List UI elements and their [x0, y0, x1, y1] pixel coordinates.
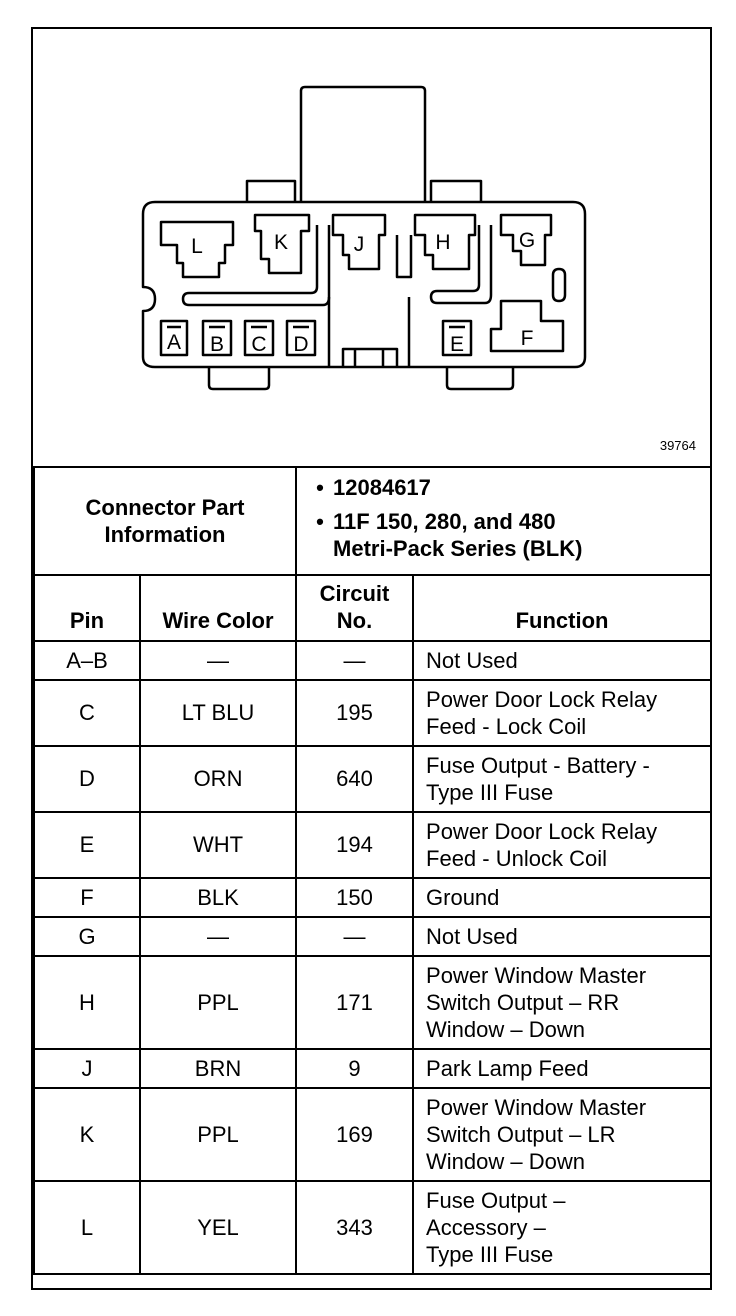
- channel-bridge: [343, 349, 397, 367]
- table-row: [34, 1049, 711, 1088]
- pin-cell: L: [34, 1181, 140, 1274]
- wire-color-cell: ORN: [140, 746, 296, 812]
- pin-label-l: L: [191, 235, 203, 258]
- function-cell: [413, 1181, 711, 1274]
- function-line: Fuse Output –: [426, 1188, 566, 1213]
- connector-part-list: [296, 467, 711, 575]
- table-row: [34, 917, 711, 956]
- function-line: Not Used: [426, 924, 518, 949]
- pin-label-g: G: [518, 229, 536, 252]
- header-function: Function: [413, 575, 711, 641]
- function-cell: [413, 917, 711, 956]
- table-row: [34, 1181, 711, 1274]
- circuit-cell: 169: [296, 1088, 413, 1181]
- pin-j-slot: [397, 235, 411, 277]
- series-line2: Metri-Pack Series (BLK): [333, 536, 583, 561]
- bottom-tab-right: [447, 367, 513, 389]
- pinout-rows: [34, 641, 711, 1274]
- pinout-table: [33, 466, 712, 1275]
- part-item: [307, 508, 710, 535]
- pin-label-j: J: [353, 233, 365, 256]
- pin-label-c: C: [251, 333, 267, 356]
- function-line: Type III Fuse: [426, 780, 554, 805]
- connector-diagram: [33, 29, 710, 466]
- pin-cell: G: [34, 917, 140, 956]
- circuit-cell: 195: [296, 680, 413, 746]
- header-wire-color: Wire Color: [140, 575, 296, 641]
- bottom-tab-left: [209, 367, 269, 389]
- table-row: [34, 1088, 711, 1181]
- circuit-cell: 640: [296, 746, 413, 812]
- pin-cell: C: [34, 680, 140, 746]
- wire-color-cell: PPL: [140, 956, 296, 1049]
- table-row: [34, 878, 711, 917]
- pin-label-b: B: [209, 333, 225, 356]
- function-line: Switch Output – RR: [426, 990, 620, 1015]
- pin-cell: A–B: [34, 641, 140, 680]
- bullet-icon: •: [316, 475, 324, 500]
- part-number: 12084617: [333, 475, 431, 500]
- latch-shoulder-left: [247, 181, 295, 202]
- circuit-cell: —: [296, 917, 413, 956]
- lock-rib-left: [183, 225, 329, 305]
- bullet-icon: •: [316, 509, 324, 534]
- pin-cell: K: [34, 1088, 140, 1181]
- function-cell: [413, 812, 711, 878]
- pin-cell: J: [34, 1049, 140, 1088]
- wire-color-cell: BRN: [140, 1049, 296, 1088]
- figure-id: 39764: [659, 438, 696, 453]
- circuit-cell: 343: [296, 1181, 413, 1274]
- circuit-cell: 9: [296, 1049, 413, 1088]
- circuit-cell: 194: [296, 812, 413, 878]
- header-circuit-line2: No.: [336, 608, 373, 633]
- connector-info-label: [34, 467, 296, 575]
- function-line: Ground: [426, 885, 500, 910]
- circuit-cell: 171: [296, 956, 413, 1049]
- function-line: Fuse Output - Battery -: [426, 753, 650, 778]
- pin-label-f: F: [520, 327, 534, 350]
- pin-label-d: D: [293, 333, 309, 356]
- pin-cell: E: [34, 812, 140, 878]
- pin-cell: F: [34, 878, 140, 917]
- function-line: Park Lamp Feed: [426, 1056, 589, 1081]
- part-item-continued: [307, 535, 710, 562]
- wire-color-cell: —: [140, 917, 296, 956]
- function-cell: [413, 641, 711, 680]
- wire-color-cell: BLK: [140, 878, 296, 917]
- function-cell: [413, 1049, 711, 1088]
- wire-color-cell: WHT: [140, 812, 296, 878]
- function-line: Feed - Unlock Coil: [426, 846, 607, 871]
- diagram-frame: [31, 27, 712, 1290]
- latch-shoulder-right: [431, 181, 481, 202]
- connector-label-line1: Connector Part: [85, 495, 245, 520]
- function-line: Accessory –: [426, 1215, 546, 1240]
- header-circuit-line1: Circuit: [319, 581, 390, 606]
- part-item: [307, 474, 710, 501]
- function-line: Switch Output – LR: [426, 1122, 616, 1147]
- function-cell: [413, 1088, 711, 1181]
- table-row: [34, 641, 711, 680]
- function-line: Power Window Master: [426, 1095, 647, 1120]
- function-cell: [413, 746, 711, 812]
- function-line: Not Used: [426, 648, 518, 673]
- connector-info-row: [34, 467, 711, 575]
- function-cell: [413, 878, 711, 917]
- pin-label-k: K: [273, 231, 289, 254]
- function-line: Type III Fuse: [426, 1242, 554, 1267]
- circuit-cell: 150: [296, 878, 413, 917]
- function-line: Power Window Master: [426, 963, 647, 988]
- wire-color-cell: YEL: [140, 1181, 296, 1274]
- pin-label-h: H: [435, 231, 451, 254]
- function-line: Power Door Lock Relay: [426, 687, 658, 712]
- connector-latch: [301, 87, 425, 202]
- table-row: [34, 812, 711, 878]
- table-row: [34, 746, 711, 812]
- table-row: [34, 956, 711, 1049]
- circuit-cell: —: [296, 641, 413, 680]
- connector-label-line2: Information: [104, 522, 226, 547]
- function-cell: [413, 956, 711, 1049]
- function-line: Power Door Lock Relay: [426, 819, 658, 844]
- function-line: Window – Down: [426, 1017, 585, 1042]
- connector-face-drawing: [33, 29, 710, 466]
- polarizing-slot: [553, 269, 565, 301]
- table-header-row: [34, 575, 711, 641]
- pin-cell: H: [34, 956, 140, 1049]
- function-line: Window – Down: [426, 1149, 585, 1174]
- function-line: Feed - Lock Coil: [426, 714, 587, 739]
- wire-color-cell: —: [140, 641, 296, 680]
- pin-cell: D: [34, 746, 140, 812]
- channel-ribs: [355, 349, 383, 367]
- function-cell: [413, 680, 711, 746]
- pin-label-a: A: [166, 331, 182, 354]
- header-pin: Pin: [34, 575, 140, 641]
- table-row: [34, 680, 711, 746]
- wire-color-cell: PPL: [140, 1088, 296, 1181]
- wire-color-cell: LT BLU: [140, 680, 296, 746]
- header-circuit: [296, 575, 413, 641]
- pin-label-e: E: [449, 333, 465, 356]
- series-line1: 11F 150, 280, and 480: [333, 509, 556, 534]
